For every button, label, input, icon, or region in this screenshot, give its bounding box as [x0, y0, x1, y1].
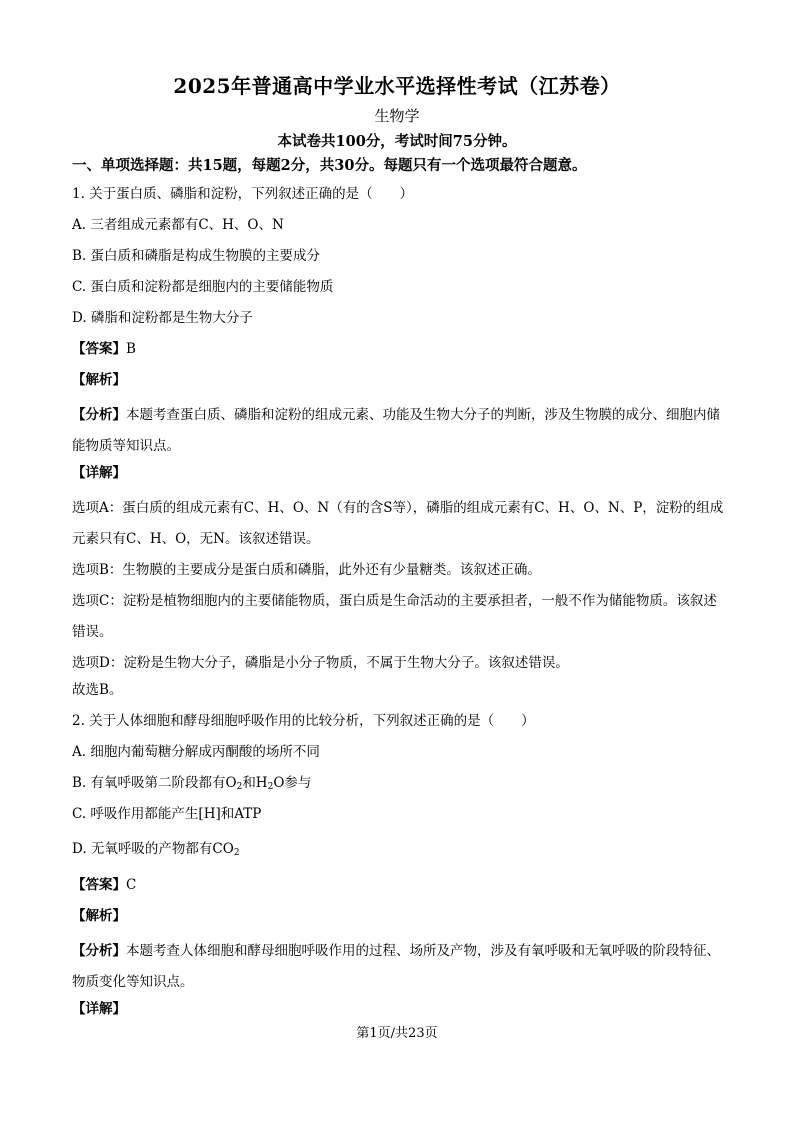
question-2-answer	[72, 874, 724, 905]
question-2-option-a: A. 细胞内葡萄糖分解成丙酮酸的场所不同	[72, 744, 320, 760]
question-2-stem: 2. 关于人体细胞和酵母细胞呼吸作用的比较分析，下列叙述正确的是（ ）	[72, 713, 535, 729]
analysis-tag: 【分析】	[72, 407, 126, 423]
question-1-stem: 1. 关于蛋白质、磷脂和淀粉，下列叙述正确的是（ ）	[72, 186, 414, 202]
question-1-option-b: B. 蛋白质和磷脂是构成生物膜的主要成分	[72, 248, 321, 264]
question-1-detail-a: 选项A：蛋白质的组成元素有C、H、O、N（有的含S等），磷脂的组成元素有C、H、O、N、P，淀粉的组成元素只有C、H、O，无N。该叙述错误。	[72, 500, 724, 547]
subject-name: 生物学	[374, 107, 420, 125]
analysis-text: 本题考查人体细胞和酵母细胞呼吸作用的过程、场所及产物，涉及有氧呼吸和无氧呼吸的阶段特征、物质变化等知识点。	[72, 943, 720, 990]
question-2-detail-tag: 【详解】	[72, 1001, 126, 1017]
question-2-option-c: C. 呼吸作用都能产生[H]和ATP	[72, 806, 262, 822]
question-1-option-a: A. 三者组成元素都有C、H、O、N	[72, 217, 284, 233]
analysis-tag: 【分析】	[72, 943, 126, 959]
question-1-analysis	[72, 400, 724, 462]
question-1-detail-d: 选项D：淀粉是生物大分子，磷脂是小分子物质，不属于生物大分子。该叙述错误。	[72, 655, 569, 671]
question-2-option-b: B. 有氧呼吸第二阶段都有$O_2$和$H_2O$参与	[72, 775, 312, 792]
answer-tag: 【答案】	[72, 877, 126, 893]
page-number: 第1页/共23页	[356, 1026, 438, 1041]
question-1-detail-tag: 【详解】	[72, 465, 126, 481]
section-heading: 一、单项选择题：共15题，每题2分，共30分。每题只有一个选项最符合题意。	[72, 157, 587, 174]
question-2-option-d: D. 无氧呼吸的产物都有$CO_2$	[72, 841, 240, 858]
exam-title: 2025年普通高中学业水平选择性考试（江苏卷）	[173, 74, 621, 98]
answer-tag: 【答案】	[72, 341, 126, 357]
question-1-detail-b: 选项B：生物膜的主要成分是蛋白质和磷脂，此外还有少量糖类。该叙述正确。	[72, 562, 541, 578]
question-1-detail-c: 选项C：淀粉是植物细胞内的主要储能物质，蛋白质是生命活动的主要承担者，一般不作为储能物质。该叙述错误。	[72, 593, 717, 640]
question-1-jiexi-tag: 【解析】	[72, 372, 126, 388]
question-1-answer	[72, 338, 724, 369]
analysis-text: 本题考查蛋白质、磷脂和淀粉的组成元素、功能及生物大分子的判断，涉及生物膜的成分、细胞内储能物质等知识点。	[72, 407, 720, 454]
answer-value: B	[126, 341, 136, 357]
question-2-analysis	[72, 936, 724, 998]
question-1-conclusion: 故选B。	[72, 682, 123, 698]
answer-value: C	[126, 877, 137, 893]
exam-info: 本试卷共100分，考试时间75分钟。	[277, 133, 517, 150]
question-2-jiexi-tag: 【解析】	[72, 908, 126, 924]
question-1-option-c: C. 蛋白质和淀粉都是细胞内的主要储能物质	[72, 279, 334, 295]
question-1-option-d: D. 磷脂和淀粉都是生物大分子	[72, 310, 253, 326]
exam-body	[72, 183, 724, 1029]
